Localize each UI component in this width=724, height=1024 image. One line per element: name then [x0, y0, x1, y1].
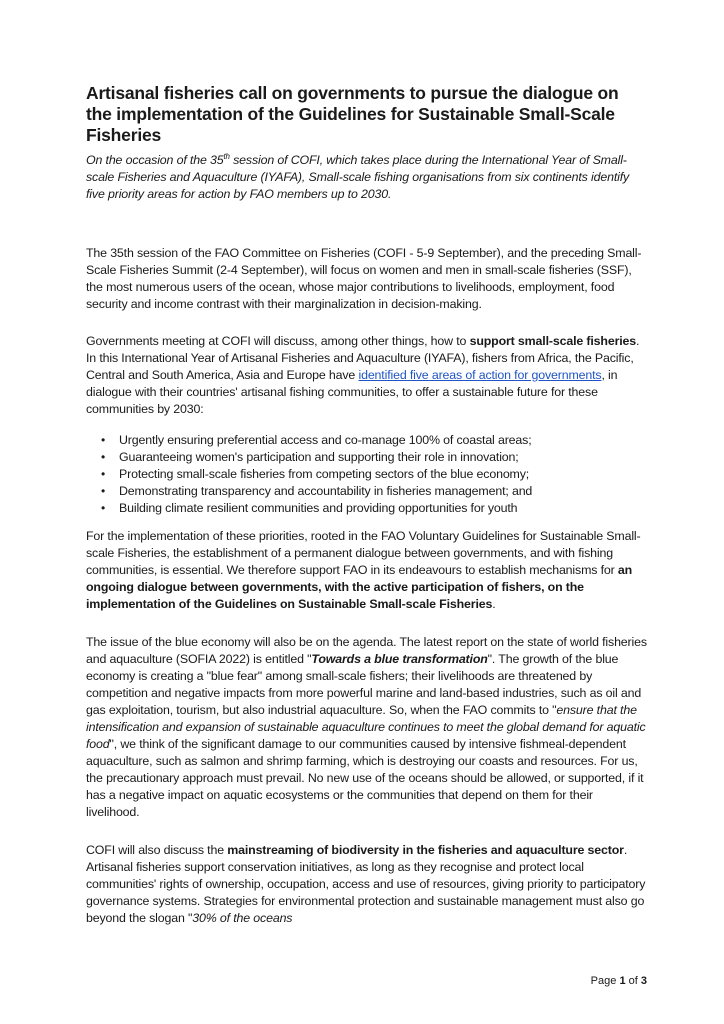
page-number [577, 975, 647, 987]
list-item-text: Building climate resilient communities and providing opportunities for youth [119, 501, 518, 515]
paragraph-biodiversity [86, 842, 648, 927]
p5-bold: mainstreaming of biodiversity in the fisheries and aquaculture sector [227, 843, 624, 857]
p4-text-b: ". The growth of the blue economy is creating a "blue fear" among small-scale fishers; their livelihoods are threatened by competition and negative impacts from more powerful marine and land-based industries, such as oil and gas exploitation, tourism, but also industrial aquaculture. So, when the FAO commits to " [86, 652, 642, 717]
p4-text-a: The issue of the blue economy will also be on the agenda. The latest report on the state of world fisheries and aquaculture (SOFIA 2022) is entitled " [86, 635, 647, 666]
intro-superscript: th [223, 151, 230, 161]
paragraph-governments-meeting [86, 333, 648, 418]
intro-text-end: session of COFI, which takes place during the International Year of Small-scale Fisheries and Aquaculture (IYAFA), Small-scale fishing organisations from six continents identify five priority areas for action by FAO members up to 2030. [86, 153, 630, 201]
p2-bold: support small-scale fisheries [469, 334, 637, 348]
p4-italic: ensure that the intensification and expansion of sustainable aquaculture continues to meet the global demand for aquatic food [86, 703, 646, 751]
p3-text-a: For the implementation of these priorities, rooted in the FAO Voluntary Guidelines for Sustainable Small-scale Fisheries, the establishment of a permanent dialogue between governments, and with fishing communities, is essential. We therefore support FAO in its endeavours to establish mechanisms for [86, 529, 641, 577]
p5-text-b: . Artisanal fisheries support conservation initiatives, as long as they recognise and protect local communities' rights of ownership, occupation, access and use of resources, giving priority to participatory governance systems. Strategies for environmental protection and sustainable management must also go beyond the slogan " [86, 843, 646, 925]
total-pages: 3 [640, 975, 647, 987]
bullet-icon: • [101, 484, 106, 498]
bullet-icon: • [101, 501, 106, 515]
paragraph-implementation [86, 528, 648, 613]
document-title: Artisanal fisheries call on governments to pursue the dialogue on the implementation of the Guidelines for Sustainable Small-Scale Fisheries [86, 83, 619, 145]
intro-text-start: On the occasion of the 35 [86, 153, 224, 167]
p4-bold-italic: Towards a blue transformation [311, 652, 488, 666]
p5-text-a: COFI will also discuss the [86, 843, 228, 857]
p3-text-b: . [492, 597, 496, 611]
list-item-text: Guaranteeing women's participation and supporting their role in innovation; [119, 450, 519, 464]
page-word: Page [590, 975, 617, 987]
p2-text-b: . In this International Year of Artisanal Fisheries and Aquaculture (IYAFA), fishers from Africa, the Pacific, Central and South America, Asia and Europe have [86, 334, 640, 382]
list-item-text: Protecting small-scale fisheries from competing sectors of the blue economy; [119, 467, 530, 481]
of-word: of [628, 975, 638, 987]
paragraph-cofi-session: The 35th session of the FAO Committee on Fisheries (COFI - 5-9 September), and the preceding Small-Scale Fisheries Summit (2-4 September), will focus on women and men in small-scale fisheries (SSF), the most numerous users of the ocean, whose major contributions to livelihoods, employment, food security and income contrast with their marginalization in decision-making. [86, 246, 642, 311]
paragraph-blue-economy [86, 634, 648, 821]
p4-text-c: ", we think of the significant damage to our communities caused by intensive fishmeal-dependent aquaculture, such as salmon and shrimp farming, which is destroying our coasts and resources. For us, the precautionary approach must prevail. No new use of the oceans should be allowed, or supported, if it has a negative impact on aquatic ecosystems or the communities that depend on them for their livelihood. [86, 737, 644, 819]
list-item-text: Urgently ensuring preferential access and co-manage 100% of coastal areas; [119, 433, 532, 447]
p2-text-a: Governments meeting at COFI will discuss, among other things, how to [86, 334, 470, 348]
current-page: 1 [619, 975, 626, 987]
p3-bold: an ongoing dialogue between governments, with the active participation of fishers, on the implementation of the Guidelines on Sustainable Small-scale Fisheries [86, 563, 633, 611]
p2-text-c: , in dialogue with their countries' artisanal fishing communities, to offer a sustainable future for these communities by 2030: [86, 368, 618, 416]
list-item [86, 466, 648, 483]
list-item [86, 449, 648, 466]
list-item [86, 500, 648, 517]
priority-areas-list [86, 432, 648, 517]
bullet-icon: • [101, 450, 106, 464]
p5-italic: 30% of the oceans [192, 911, 293, 925]
list-item-text: Demonstrating transparency and accountability in fisheries management; and [119, 484, 533, 498]
intro-paragraph [86, 152, 646, 203]
bullet-icon: • [101, 467, 106, 481]
bullet-icon: • [101, 433, 106, 447]
identified-areas-link[interactable]: identified five areas of action for governments [358, 368, 602, 382]
list-item [86, 483, 648, 500]
list-item [86, 432, 648, 449]
